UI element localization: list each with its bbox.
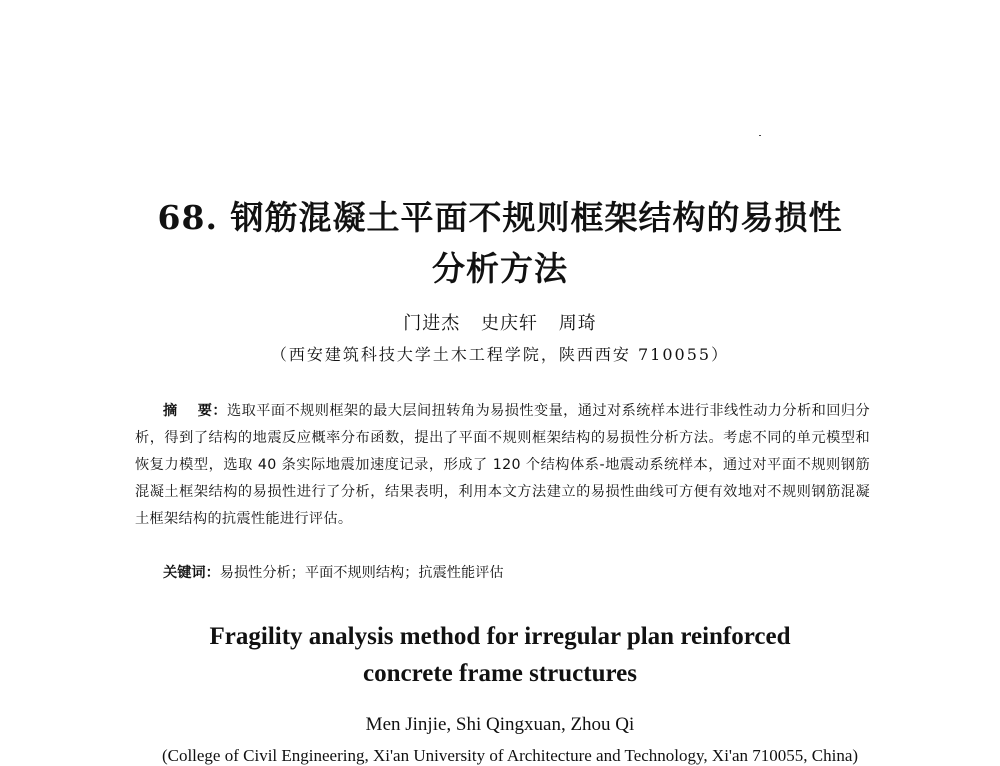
abstract-cn (135, 398, 870, 533)
affiliation-cn: （西安建筑科技大学土木工程学院，陕西西安 710055） (270, 345, 730, 364)
title-cn-line1: 68. 钢筋混凝土平面不规则框架结构的易损性 (157, 198, 843, 237)
title-cn-line2: 分析方法 (432, 249, 568, 288)
affiliation-en: (College of Civil Engineering, Xi'an University of Architecture and Technology, Xi'an 710055, China) (161, 746, 859, 765)
keywords-text: 易损性分析；平面不规则结构；抗震性能评估 (219, 565, 504, 581)
authors-en: Men Jinjie, Shi Qingxuan, Zhou Qi (365, 714, 635, 735)
abstract-label-char2: 要： (197, 403, 227, 419)
title-en-line2: concrete frame structures (363, 660, 637, 687)
scan-artifact (759, 135, 761, 136)
title-en-line1: Fragility analysis method for irregular plan reinforced (209, 623, 791, 650)
abstract-label (163, 403, 227, 419)
abstract-label-char1: 摘 (163, 403, 178, 419)
keywords-label: 关键词： (163, 565, 220, 581)
authors-cn: 门进杰 史庆轩 周琦 (403, 313, 597, 334)
keywords-cn (163, 560, 863, 587)
abstract-text: 选取平面不规则框架的最大层间扭转角为易损性变量，通过对系统样本进行非线性动力分析和回归分析，得到了结构的地震反应概率分布函数，提出了平面不规则框架结构的易损性分析方法。考虑不同的单元模型和恢复力模型，选取 40 条实际地震加速度记录，形成了 120 个结构体系-地震动系统样本，通过对平面不规则钢筋混凝土框架结构的易损性进行了分析，结果表明，利用本文方法建立的易损性曲线可方便有效地对不规则钢筋混凝土框架结构的抗震性能进行评估。 (135, 403, 870, 527)
